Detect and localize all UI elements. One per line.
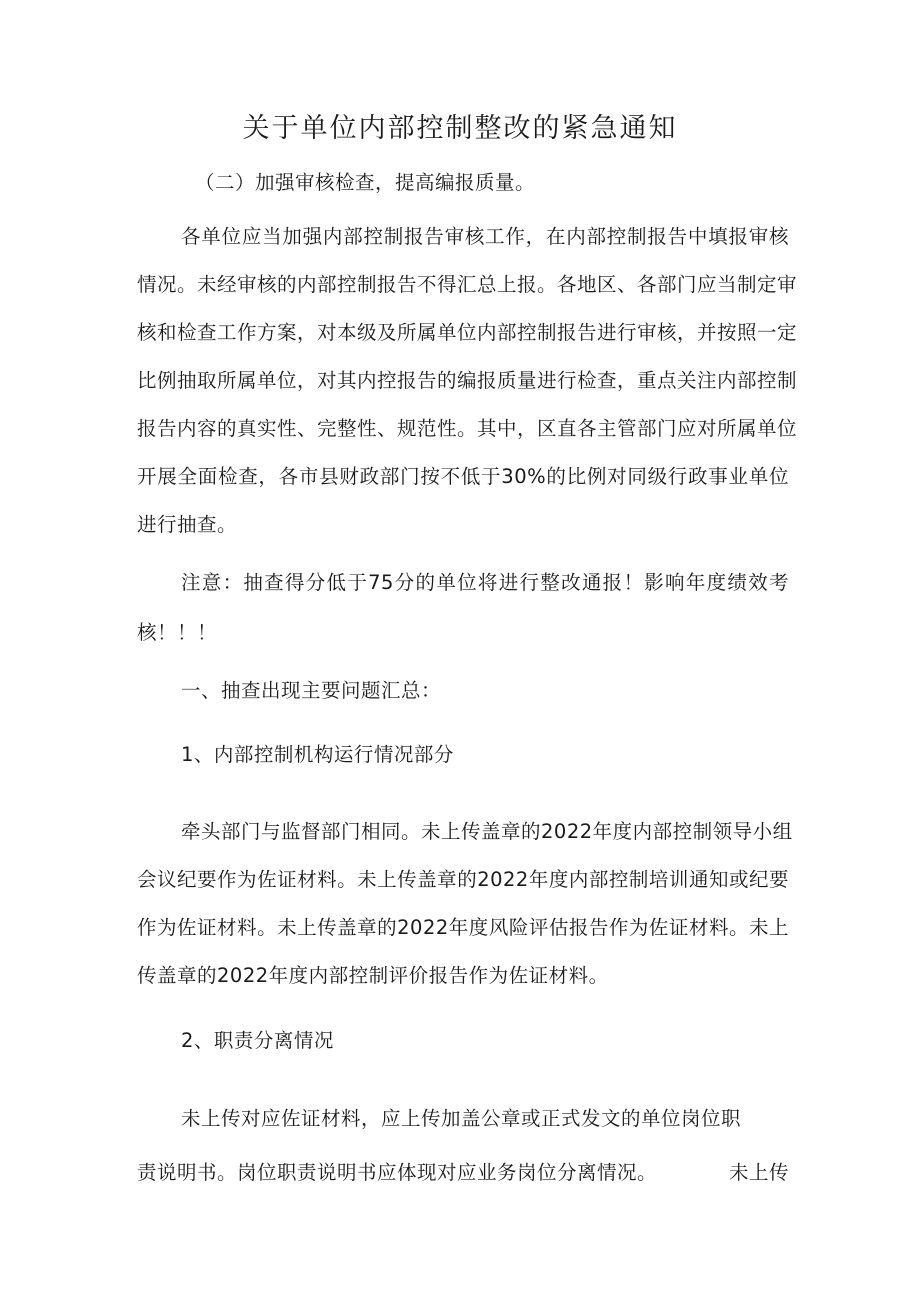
paragraph1-line: 比例抽取所属单位，对其内控报告的编报质量进行检查，重点关注内部控制 [137,369,798,392]
paragraph1-line: 情况。未经审核的内部控制报告不得汇总上报。各地区、各部门应当制定审 [137,273,798,296]
paragraph2-line: 作为佐证材料。未上传盖章的2022年度风险评估报告作为佐证材料。未上 [137,916,789,939]
paragraph1-line: 开展全面检查，各市县财政部门按不低于30%的比例对同级行政事业单位 [137,465,789,488]
notice-line: 注意：抽查得分低于75分的单位将进行整改通报！影响年度绩效考 [181,571,789,594]
document-title: 关于单位内部控制整改的紧急通知 [242,113,678,144]
paragraph3-line-2-right: 未上传 [728,1161,789,1184]
paragraph1-line: 核和检查工作方案，对本级及所属单位内部控制报告进行审核，并按照一定 [137,321,798,344]
paragraph2-line: 会议纪要作为佐证材料。未上传盖章的2022年度内部控制培训通知或纪要 [137,868,789,891]
notice-line: 核！！！ [137,621,218,644]
section2-heading: （二）加强审核检查，提高编报质量。 [195,171,536,194]
paragraph3-line-2 [137,1158,789,1188]
item2-heading: 2、职责分离情况 [181,1029,334,1052]
section1-heading: 一、抽查出现主要问题汇总： [181,679,442,702]
paragraph2-line: 牵头部门与监督部门相同。未上传盖章的2022年度内部控制领导小组 [181,820,793,843]
paragraph2-line: 传盖章的2022年度内部控制评价报告作为佐证材料。 [137,964,609,987]
paragraph1-line: 各单位应当加强内部控制报告审核工作，在内部控制报告中填报审核 [181,225,789,248]
item1-heading: 1、内部控制机构运行情况部分 [181,743,454,766]
paragraph1-line: 报告内容的真实性、完整性、规范性。其中，区直各主管部门应对所属单位 [137,417,798,440]
paragraph1-line: 进行抽查。 [137,513,238,536]
paragraph3-line-2-left: 责说明书。岗位职责说明书应体现对应业务岗位分离情况。 [137,1161,658,1184]
paragraph3-line: 未上传对应佐证材料，应上传加盖公章或正式发文的单位岗位职 [181,1107,742,1130]
